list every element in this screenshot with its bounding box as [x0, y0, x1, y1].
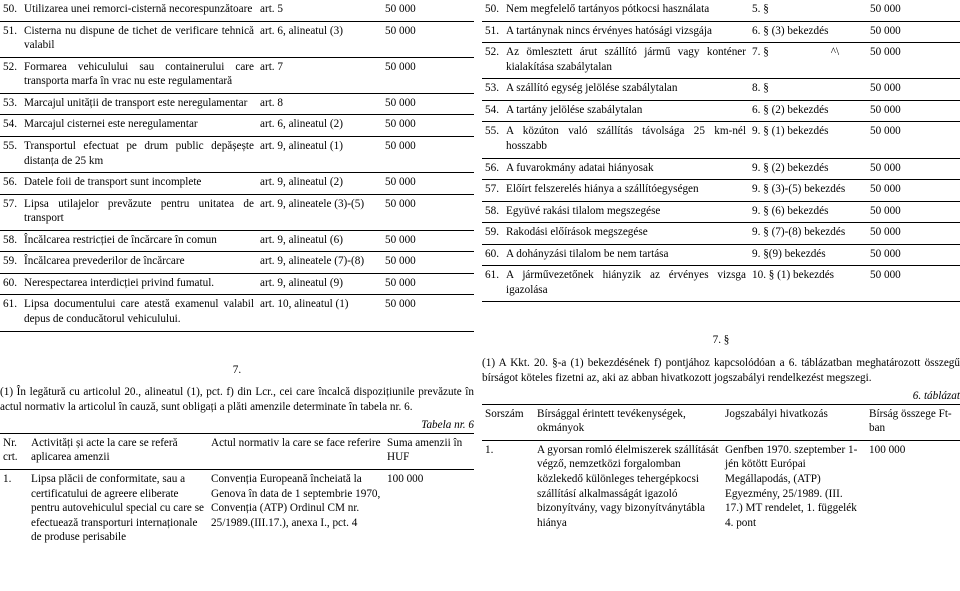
offence-text: Cisterna nu dispune de tichet de verificare tehnică valabil	[24, 24, 254, 52]
offence-text: Încălcarea restricției de încărcare în comun	[24, 233, 217, 246]
offence-text: Rakodási előírások megszegése	[506, 226, 648, 239]
offence-text: A járművezetőnek hiányzik az érvényes vizsga igazolása	[506, 269, 746, 296]
legal-reference: art. 9, alineatul (2)	[260, 176, 343, 189]
fine-amount: 50 000	[870, 204, 901, 217]
legal-reference: 9. § (1) bekezdés	[752, 125, 829, 138]
offence-text: Marcajul unității de transport este neregulamentar	[24, 96, 248, 109]
fine-amount: 50 000	[385, 298, 416, 311]
offence-text: Az ömlesztett árut szállító jármű vagy konténer kialakítása szabálytalan	[506, 46, 746, 73]
table-cell: 1.	[0, 469, 28, 548]
row-number: 61.	[485, 269, 499, 282]
legal-reference: art. 9, alineatul (6)	[260, 233, 343, 246]
fine-amount: 50 000	[870, 103, 901, 116]
fine-row	[482, 223, 960, 245]
fine-amount: 50 000	[870, 226, 901, 239]
offence-text: Marcajul cisternei este neregulamentar	[24, 118, 198, 131]
offence-text: Előírt felszerelés hiánya a szállítóegységen	[506, 183, 699, 196]
header-cell: Bírság összege Ft-ban	[866, 404, 960, 440]
table-cell: 1.	[482, 440, 534, 534]
offence-text: Nerespectarea interdicției privind fumatul.	[24, 276, 215, 289]
fine-row	[482, 43, 960, 79]
offence-text: Együvé rakási tilalom megszegése	[506, 204, 661, 217]
offence-text: Încălcarea prevederilor de încărcare	[24, 255, 185, 268]
offence-text: A fuvarokmány adatai hiányosak	[506, 161, 654, 174]
fine-amount: 50 000	[385, 139, 416, 152]
fine-row	[0, 21, 474, 57]
fine-amount: 50 000	[870, 46, 901, 59]
row-number: 60.	[485, 247, 499, 260]
section-heading: 7. §	[712, 334, 730, 347]
fine-row	[0, 230, 474, 252]
offence-text: A közúton való szállítás távolsága 25 km-nél hosszabb	[506, 125, 746, 152]
fine-row	[0, 273, 474, 295]
table-cell: 100 000	[384, 469, 474, 548]
legal-reference: art. 10, alineatul (1)	[260, 298, 349, 311]
legal-reference: 5. §	[752, 3, 769, 15]
header-cell: Bírsággal érintett tevékenységek, okmányok	[534, 404, 722, 440]
hungarian-column	[482, 0, 960, 534]
table-cell: 100 000	[866, 440, 960, 534]
table-header-row	[482, 404, 960, 440]
table-cell: A gyorsan romló élelmiszerek szállítását végző, nemzetközi forgalomban közlekedő különleges tehergépkocsi szállításí alkalmasságát igazoló bizonyítvány, vagy bizonyítványtábla hiánya	[534, 440, 722, 534]
legal-reference: art. 6, alineatul (3)	[260, 24, 343, 37]
row-number: 57.	[485, 183, 499, 196]
fine-row	[482, 266, 960, 302]
fine-amount: 50 000	[870, 125, 901, 138]
fine-row	[0, 136, 474, 172]
fine-row	[482, 158, 960, 180]
legal-reference: art. 9, alineatul (9)	[260, 276, 343, 289]
fine-amount: 50 000	[385, 3, 416, 15]
row-number: 53.	[485, 82, 499, 95]
fine-row	[0, 252, 474, 274]
fine-row	[0, 173, 474, 195]
fine-amount: 50 000	[870, 161, 901, 174]
fine-row	[482, 21, 960, 43]
row-number: 52.	[3, 60, 17, 73]
legal-reference: art. 9, alineatele (3)-(5)	[260, 197, 365, 210]
table-6-ro	[0, 433, 474, 549]
table-cell: Genfben 1970. szeptember 1-jén kötött Európai Megállapodás, (ATP) Egyezmény, 25/1989. (III. 17.) MT rendelet, 1. függelék 4. pont	[722, 440, 866, 534]
fine-amount: 50 000	[385, 197, 416, 210]
table-row	[482, 440, 960, 534]
header-cell: Nr. crt.	[0, 433, 28, 469]
row-number: 61.	[3, 298, 17, 311]
legal-reference: art. 8	[260, 96, 283, 109]
offence-text: Nem megfelelő tartányos pótkocsi használata	[506, 3, 710, 15]
row-number: 53.	[3, 96, 17, 109]
legal-reference: art. 5	[260, 3, 283, 15]
legal-reference: art. 7	[260, 60, 283, 73]
row-number: 59.	[485, 226, 499, 239]
fine-row	[482, 244, 960, 266]
fine-amount: 50 000	[385, 233, 416, 246]
legal-reference: 9. § (6) bekezdés	[752, 204, 829, 217]
row-number: 54.	[485, 103, 499, 116]
fine-row	[482, 122, 960, 158]
offence-text: Lipsa documentului care atestă examenul valabil depus de conducătorul vehiculului.	[24, 298, 254, 325]
row-number: 58.	[485, 204, 499, 217]
fine-amount: 50 000	[385, 255, 416, 268]
offence-text: Lipsa utilajelor prevăzute pentru unitatea de transport	[24, 197, 254, 225]
legal-reference: art. 6, alineatul (2)	[260, 118, 343, 131]
header-cell: Activități și acte la care se referă aplicarea amenzii	[28, 433, 208, 469]
legal-reference: 9. § (3)-(5) bekezdés	[752, 183, 846, 196]
legal-reference: 8. §	[752, 82, 769, 95]
offence-text: A szállító egység jelölése szabálytalan	[506, 82, 678, 95]
offence-text: Datele foii de transport sunt incomplete	[24, 176, 202, 189]
header-cell: Suma amenzii în HUF	[384, 433, 474, 469]
fine-row	[0, 115, 474, 137]
fine-amount: 50 000	[870, 183, 901, 196]
fine-row	[0, 57, 474, 93]
offence-text: Utilizarea unei remorci-cisternă necorespunzătoare	[24, 3, 253, 15]
fine-amount: 50 000	[870, 82, 901, 95]
legal-reference: 6. § (3) bekezdés	[752, 24, 829, 37]
legal-reference: 6. § (2) bekezdés	[752, 103, 829, 116]
table-cell: Convenția Europeană încheiată la Genova în data de 1 septembrie 1970, Convenția (ATP) Ordinul CM nr. 25/1989.(III.17.), anexa I., pct. 4	[208, 469, 384, 548]
row-number: 51.	[485, 24, 499, 37]
row-number: 59.	[3, 255, 17, 268]
row-number: 60.	[3, 276, 17, 289]
row-number: 50.	[3, 3, 17, 15]
fine-row	[0, 0, 474, 21]
fine-amount: 50 000	[385, 60, 416, 73]
fine-amount: 50 000	[385, 24, 416, 37]
fine-amount: 50 000	[385, 176, 416, 189]
legal-reference: 9. §(9) bekezdés	[752, 247, 826, 260]
legal-reference: art. 9, alineatele (7)-(8)	[260, 255, 365, 268]
offence-text: Formarea vehiculului sau containerului care transporta marfa în vrac nu este regulamentară	[24, 60, 254, 88]
offence-text: A dohányzási tilalom be nem tartása	[506, 247, 669, 260]
fines-table-hu	[482, 0, 960, 302]
offence-text: A tartánynak nincs érvényes hatósági vizsgája	[506, 24, 712, 37]
section-note: (1) A Kkt. 20. §-a (1) bekezdésének f) pontjához kapcsolódóan a 6. táblázatban meghatározott összegű bírságot köteles fizetni az, aki az abban hivatkozott jogszabályi rendelkezést megszegi.	[482, 357, 960, 384]
row-number: 56.	[485, 161, 499, 174]
row-number: 55.	[485, 125, 499, 138]
fine-amount: 50 000	[870, 24, 901, 37]
row-number: 51.	[3, 24, 17, 37]
fine-row	[482, 0, 960, 21]
table-cell: Lipsa plăcii de conformitate, sau a certificatului de agreere eliberate pentru autovehiculul special cu care se efectuează transporturi internaționale de produse perisabile	[28, 469, 208, 548]
fine-row	[482, 201, 960, 223]
stray-mark: ^\	[830, 46, 840, 59]
legal-reference: art. 9, alineatul (1)	[260, 139, 343, 152]
fine-row	[482, 79, 960, 101]
header-cell: Jogszabályi hivatkozás	[722, 404, 866, 440]
table-6-hu	[482, 404, 960, 535]
fine-amount: 50 000	[870, 3, 901, 15]
fines-table-ro	[0, 0, 474, 332]
fine-amount: 50 000	[870, 247, 901, 260]
fine-amount: 50 000	[870, 269, 901, 282]
header-cell: Sorszám	[482, 404, 534, 440]
fine-row	[0, 194, 474, 230]
romanian-column	[0, 0, 474, 549]
fine-amount: 50 000	[385, 96, 416, 109]
header-cell: Actul normativ la care se face referire	[208, 433, 384, 469]
fine-row	[482, 180, 960, 202]
section-heading: 7.	[232, 363, 242, 376]
legal-reference: 7. §	[752, 46, 769, 59]
row-number: 54.	[3, 118, 17, 131]
offence-text: Transportul efectuat pe drum public depășește distanța de 25 km	[24, 139, 254, 167]
legal-reference: 10. § (1) bekezdés	[752, 269, 835, 282]
legal-reference: 9. § (2) bekezdés	[752, 161, 829, 174]
fine-row	[0, 295, 474, 331]
row-number: 57.	[3, 197, 17, 210]
table-label: 6. táblázat	[912, 390, 960, 403]
fine-row	[0, 93, 474, 115]
row-number: 52.	[485, 46, 499, 59]
section-note: (1) În legătură cu articolul 20., alineatul (1), pct. f) din Lcr., cei care încalcă dispozițiunile prevăzute în actul normativ la articolul în cauză, sunt obligați a plăti amenzile determinate în tabela nr. 6.	[0, 386, 474, 413]
row-number: 58.	[3, 233, 17, 246]
legal-reference: 9. § (7)-(8) bekezdés	[752, 226, 846, 239]
fine-amount: 50 000	[385, 276, 416, 289]
fine-amount: 50 000	[385, 118, 416, 131]
table-row	[0, 469, 474, 548]
row-number: 55.	[3, 139, 17, 152]
table-label: Tabela nr. 6	[421, 419, 474, 432]
offence-text: A tartány jelölése szabálytalan	[506, 103, 643, 116]
row-number: 50.	[485, 3, 499, 15]
row-number: 56.	[3, 176, 17, 189]
table-header-row	[0, 433, 474, 469]
fine-row	[482, 100, 960, 122]
